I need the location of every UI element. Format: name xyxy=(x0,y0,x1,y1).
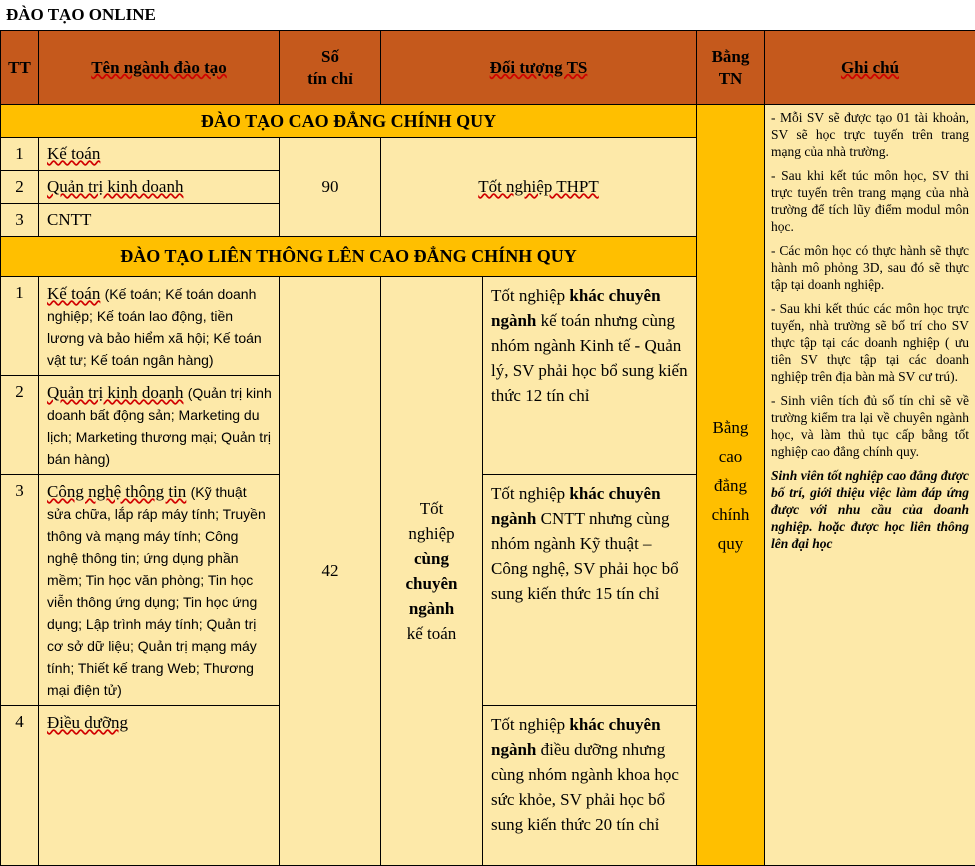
row-number: 4 xyxy=(1,706,39,866)
header-degree-line1: Bằng xyxy=(697,46,764,68)
header-degree-line2: TN xyxy=(697,68,764,90)
row-number: 1 xyxy=(1,277,39,376)
row-number: 2 xyxy=(1,376,39,475)
program-name: Kế toán xyxy=(39,138,280,171)
header-credits-line1: Số xyxy=(280,46,380,68)
degree-line5: quy xyxy=(697,529,764,558)
program-name: CNTT xyxy=(39,204,280,237)
section2-target-other: Tốt nghiệp khác chuyên ngành CNTT nhưng cùng nhóm ngành Kỹ thuật – Công nghệ, SV phải học bổ sung kiến thức 15 tín chỉ xyxy=(483,475,697,706)
program-name: Quản trị kinh doanh xyxy=(39,171,280,204)
header-credits-line2: tín chỉ xyxy=(280,68,380,90)
notes-cell xyxy=(765,105,975,866)
degree-line3: đẳng xyxy=(697,471,764,500)
row-number: 3 xyxy=(1,204,39,237)
section2-target-other: Tốt nghiệp khác chuyên ngành kế toán nhưng cùng nhóm ngành Kinh tế - Quản lý, SV phải học bổ sung kiến thức 12 tín chỉ xyxy=(483,277,697,475)
note-item: - Sau khi kết túc môn học, SV thi trực tuyến trên trang mạng của nhà trường để tích lũy điểm modul môn học. xyxy=(771,167,969,235)
target-line: Tốt xyxy=(381,496,482,521)
section2-target-same xyxy=(381,277,483,866)
target-line: kế toán xyxy=(381,621,482,646)
target-line: nghiệp xyxy=(381,521,482,546)
header-credits xyxy=(280,31,381,105)
note-item: - Sinh viên tích đủ số tín chỉ sẽ về trường kiểm tra lại về chuyên ngành học, và làm thủ tục cấp bằng tốt nghiệp cao đẳng chính quy. xyxy=(771,392,969,460)
section1-title: ĐÀO TẠO CAO ĐẲNG CHÍNH QUY xyxy=(1,105,697,138)
degree-line1: Bằng xyxy=(697,413,764,442)
degree-line4: chính xyxy=(697,500,764,529)
program-name: Kế toán (Kế toán; Kế toán doanh nghiệp; Kế toán lao động, tiền lương và bảo hiểm xã hội; Kế toán vật tư; Kế toán ngân hàng) xyxy=(39,277,280,376)
program-table xyxy=(0,30,975,866)
note-item: - Các môn học có thực hành sẽ thực hành mô phỏng 3D, sau đó sẽ thực tập tại doanh nghiệp. xyxy=(771,242,969,293)
program-specializations: (Kế toán; Kế toán doanh nghiệp; Kế toán lao động, tiền lương và bảo hiểm xã hội; Kế toán vật tư; Kế toán ngân hàng) xyxy=(47,286,262,368)
row-number: 3 xyxy=(1,475,39,706)
header-target: Đối tượng TS xyxy=(381,31,697,105)
section2-target-other: Tốt nghiệp khác chuyên ngành điều dưỡng nhưng cùng nhóm ngành khoa học sức khỏe, SV phải học bổ sung kiến thức 20 tín chỉ xyxy=(483,706,697,866)
section2-title: ĐÀO TẠO LIÊN THÔNG LÊN CAO ĐẲNG CHÍNH QUY xyxy=(1,237,697,277)
note-item: - Mỗi SV sẽ được tạo 01 tài khoản, SV sẽ học trực tuyến trên trang mạng của nhà trường. xyxy=(771,109,969,160)
row-number: 1 xyxy=(1,138,39,171)
note-emphasis: Sinh viên tốt nghiệp cao đẳng được bố trí, giới thiệu việc làm đáp ứng được với nhu cầu của doanh nghiệp. hoặc được học liên thông lên đại học xyxy=(771,467,969,552)
program-name: Quản trị kinh doanh (Quản trị kinh doanh bất động sản; Marketing du lịch; Marketing thương mại; Quản trị bán hàng) xyxy=(39,376,280,475)
target-line: chuyên xyxy=(381,571,482,596)
page-title: ĐÀO TẠO ONLINE xyxy=(6,5,156,25)
header-tt: TT xyxy=(1,31,39,105)
row-number: 2 xyxy=(1,171,39,204)
degree-line2: cao xyxy=(697,442,764,471)
degree-cell xyxy=(697,105,765,866)
target-line: ngành xyxy=(381,596,482,621)
header-degree xyxy=(697,31,765,105)
program-specializations: (Kỹ thuật sửa chữa, lắp ráp máy tính; Truyền thông và mạng máy tính; Công nghệ thông tin; ứng dụng phần mềm; Tin học văn phòng; Tin học viễn thông ứng dụng; Tin học ứng dụng; Lập trình máy tính; Quản trị cơ sở dữ liệu; Quản trị mạng máy tính; Thiết kế trang Web; Thương mại điện tử) xyxy=(47,484,266,698)
program-name: Công nghệ thông tin (Kỹ thuật sửa chữa, lắp ráp máy tính; Truyền thông và mạng máy tính; Công nghệ thông tin; ứng dụng phần mềm; Tin học văn phòng; Tin học viễn thông ứng dụng; Tin học ứng dụng; Lập trình máy tính; Quản trị cơ sở dữ liệu; Quản trị mạng máy tính; Thiết kế trang Web; Thương mại điện tử) xyxy=(39,475,280,706)
program-specializations: (Quản trị kinh doanh bất động sản; Marketing du lịch; Marketing thương mại; Quản trị bán hàng) xyxy=(47,385,272,467)
note-item: - Sau khi kết thúc các môn học trực tuyến, nhà trường sẽ bố trí cho SV thực tập tại các doanh nghiệp ( ưu tiên SV thực tập tại các doanh nghiệp trên địa bàn mà SV cư trú). xyxy=(771,300,969,385)
program-name: Điều dưỡng xyxy=(39,706,280,866)
section1-target: Tốt nghiệp THPT xyxy=(381,138,697,237)
header-notes: Ghi chú xyxy=(765,31,975,105)
header-name: Tên ngành đào tạo xyxy=(39,31,280,105)
target-line: cùng xyxy=(381,546,482,571)
section2-credits: 42 xyxy=(280,277,381,866)
section1-credits: 90 xyxy=(280,138,381,237)
